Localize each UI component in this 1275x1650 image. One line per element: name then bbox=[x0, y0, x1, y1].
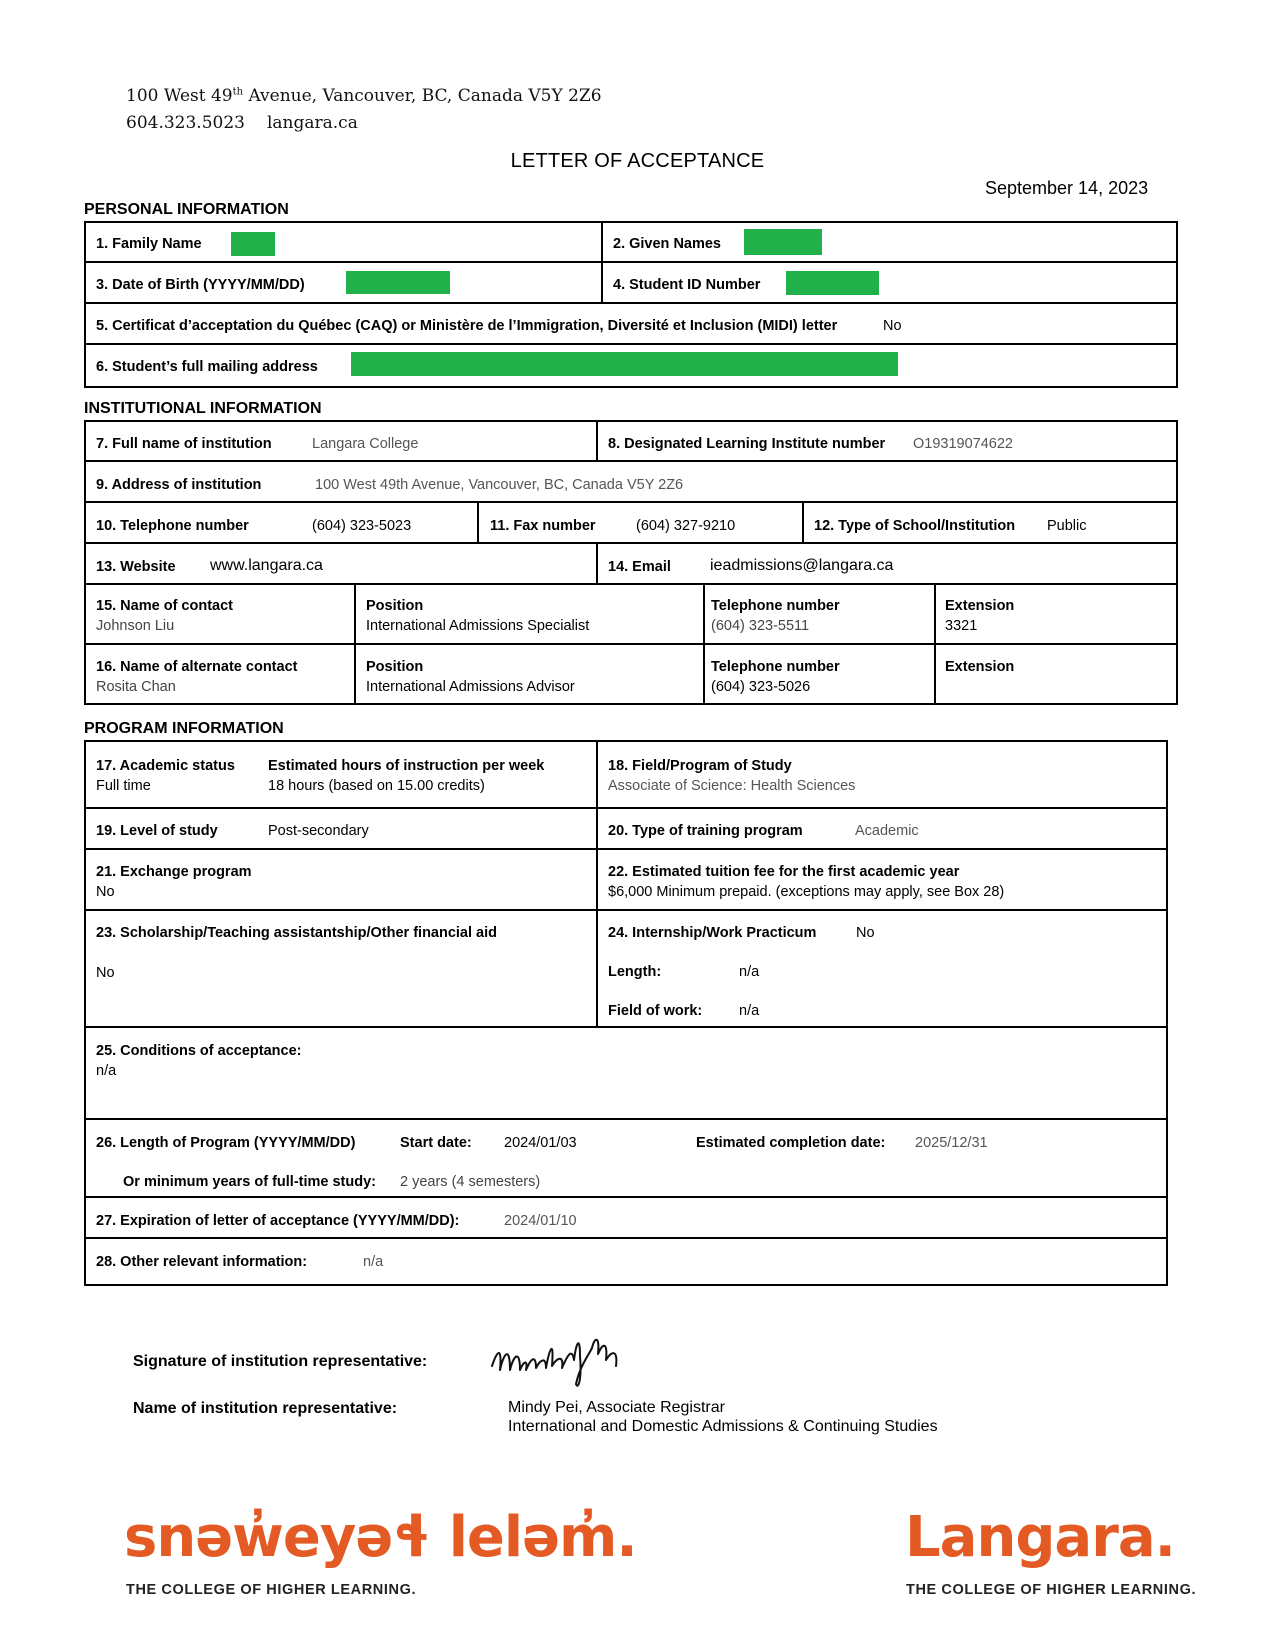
scholarship-value: No bbox=[96, 965, 115, 981]
divider bbox=[84, 583, 1178, 585]
website-label: 13. Website bbox=[96, 559, 176, 575]
letter-date: September 14, 2023 bbox=[985, 178, 1149, 198]
divider bbox=[596, 542, 598, 584]
contact-value: Johnson Liu bbox=[96, 618, 175, 634]
divider bbox=[934, 583, 936, 704]
level-of-study-value: Post-secondary bbox=[268, 823, 369, 839]
section-personal: PERSONAL INFORMATION bbox=[84, 201, 289, 218]
dli-value: O19319074622 bbox=[913, 436, 1013, 452]
section-institutional: INSTITUTIONAL INFORMATION bbox=[84, 400, 322, 417]
internship-value: No bbox=[856, 925, 875, 941]
caq-value: No bbox=[883, 318, 902, 334]
address-part: Avenue, Vancouver, BC, Canada V5Y 2Z6 bbox=[243, 86, 602, 106]
divider bbox=[84, 848, 1168, 850]
divider bbox=[84, 909, 1168, 911]
divider bbox=[84, 1118, 1168, 1120]
start-date-value: 2024/01/03 bbox=[504, 1135, 577, 1151]
min-years-value: 2 years (4 semesters) bbox=[400, 1174, 541, 1190]
signature-image bbox=[488, 1326, 638, 1392]
alt-contact-value: Rosita Chan bbox=[96, 679, 176, 695]
other-info-label: 28. Other relevant information: bbox=[96, 1254, 308, 1270]
conditions-value: n/a bbox=[96, 1063, 117, 1079]
email-label: 14. Email bbox=[608, 559, 671, 575]
letterhead-contact bbox=[126, 113, 358, 133]
contact-extension-value: 3321 bbox=[945, 618, 978, 634]
contact-position-value: International Admissions Specialist bbox=[366, 618, 590, 634]
divider bbox=[84, 302, 1178, 304]
redacted-student-id bbox=[786, 271, 879, 295]
address-part: 100 West 49 bbox=[126, 86, 233, 106]
logo-indigenous-name: snəw̓eyəɬ leləm̓. bbox=[124, 1505, 637, 1570]
divider bbox=[703, 583, 705, 704]
website-value[interactable]: www.langara.ca bbox=[210, 557, 323, 574]
internship-label: 24. Internship/Work Practicum bbox=[608, 925, 817, 941]
dli-label: 8. Designated Learning Institute number bbox=[608, 436, 886, 452]
representative-department: International and Domestic Admissions & Continuing Studies bbox=[508, 1418, 938, 1435]
alt-telephone-label: Telephone number bbox=[711, 659, 840, 675]
divider bbox=[802, 501, 804, 543]
academic-status-value: Full time bbox=[96, 778, 151, 794]
fax-label: 11. Fax number bbox=[490, 518, 596, 534]
divider bbox=[596, 740, 598, 1027]
divider bbox=[84, 1026, 1168, 1028]
completion-date-label: Estimated completion date: bbox=[696, 1135, 886, 1151]
section-program: PROGRAM INFORMATION bbox=[84, 720, 284, 737]
representative-name-label: Name of institution representative: bbox=[133, 1400, 398, 1417]
divider bbox=[84, 807, 1168, 809]
redacted-mailing-address bbox=[351, 352, 898, 376]
divider bbox=[84, 261, 1178, 263]
divider bbox=[601, 221, 603, 303]
field-of-study-value: Associate of Science: Health Sciences bbox=[608, 778, 856, 794]
training-type-value: Academic bbox=[855, 823, 919, 839]
internship-length-value: n/a bbox=[739, 964, 760, 980]
expiration-label: 27. Expiration of letter of acceptance (YYYY/MM/DD): bbox=[96, 1213, 460, 1229]
field-of-work-label: Field of work: bbox=[608, 1003, 703, 1019]
field-of-work-value: n/a bbox=[739, 1003, 760, 1019]
mailing-address-label: 6. Student’s full mailing address bbox=[96, 359, 318, 375]
telephone-value: (604) 323-5023 bbox=[312, 518, 412, 534]
letterhead-website: langara.ca bbox=[266, 113, 358, 133]
divider bbox=[84, 1237, 1168, 1239]
exchange-program-value: No bbox=[96, 884, 115, 900]
redacted-dob bbox=[346, 271, 450, 294]
signature-label: Signature of institution representative: bbox=[133, 1353, 428, 1370]
divider bbox=[354, 583, 356, 704]
redacted-given-names bbox=[744, 229, 822, 255]
scholarship-label: 23. Scholarship/Teaching assistantship/Other financial aid bbox=[96, 925, 498, 941]
caq-label: 5. Certificat d’acceptation du Québec (CAQ) or Ministère de l’Immigration, Diversité et Inclusion (MIDI) letter bbox=[96, 318, 838, 334]
contact-position-label: Position bbox=[366, 598, 424, 614]
school-type-label: 12. Type of School/Institution bbox=[814, 518, 1016, 534]
alt-position-value: International Admissions Advisor bbox=[366, 679, 575, 695]
hours-label: Estimated hours of instruction per week bbox=[268, 758, 545, 774]
divider bbox=[84, 501, 1178, 503]
representative-name: Mindy Pei, Associate Registrar bbox=[508, 1399, 725, 1416]
redacted-family-name bbox=[231, 232, 275, 256]
institution-name-label: 7. Full name of institution bbox=[96, 436, 272, 452]
contact-telephone-label: Telephone number bbox=[711, 598, 840, 614]
divider bbox=[84, 643, 1178, 645]
academic-status-label: 17. Academic status bbox=[96, 758, 235, 774]
tuition-label: 22. Estimated tuition fee for the first academic year bbox=[608, 864, 960, 880]
field-of-study-label: 18. Field/Program of Study bbox=[608, 758, 792, 774]
document-title: LETTER OF ACCEPTANCE bbox=[510, 150, 765, 172]
divider bbox=[84, 460, 1178, 462]
divider bbox=[477, 501, 479, 543]
email-value[interactable]: ieadmissions@langara.ca bbox=[710, 557, 894, 574]
address-superscript: th bbox=[232, 86, 244, 98]
school-type-value: Public bbox=[1047, 518, 1087, 534]
student-id-label: 4. Student ID Number bbox=[613, 277, 761, 293]
divider bbox=[84, 343, 1178, 345]
other-info-value: n/a bbox=[363, 1254, 384, 1270]
divider bbox=[84, 542, 1178, 544]
given-names-label: 2. Given Names bbox=[613, 236, 721, 252]
alt-extension-label: Extension bbox=[945, 659, 1015, 675]
tagline-right: THE COLLEGE OF HIGHER LEARNING. bbox=[906, 1582, 1197, 1598]
expiration-value: 2024/01/10 bbox=[504, 1213, 577, 1229]
contact-telephone-value: (604) 323-5511 bbox=[711, 618, 810, 634]
divider bbox=[84, 1196, 1168, 1198]
institution-address-value: 100 West 49th Avenue, Vancouver, BC, Canada V5Y 2Z6 bbox=[315, 477, 684, 493]
institution-name-value: Langara College bbox=[312, 436, 419, 452]
hours-value: 18 hours (based on 15.00 credits) bbox=[268, 778, 485, 794]
tuition-value: $6,000 Minimum prepaid. (exceptions may apply, see Box 28) bbox=[608, 884, 1005, 900]
internship-length-label: Length: bbox=[608, 964, 662, 980]
family-name-label: 1. Family Name bbox=[96, 236, 202, 252]
institution-address-label: 9. Address of institution bbox=[96, 477, 262, 493]
letterhead-address bbox=[126, 86, 602, 106]
logo-langara: Langara. bbox=[905, 1505, 1175, 1570]
divider bbox=[596, 420, 598, 461]
dob-label: 3. Date of Birth (YYYY/MM/DD) bbox=[96, 277, 305, 293]
program-length-label: 26. Length of Program (YYYY/MM/DD) bbox=[96, 1135, 356, 1151]
tagline-left: THE COLLEGE OF HIGHER LEARNING. bbox=[126, 1582, 417, 1598]
contact-extension-label: Extension bbox=[945, 598, 1015, 614]
alt-contact-label: 16. Name of alternate contact bbox=[96, 659, 298, 675]
alt-telephone-value: (604) 323-5026 bbox=[711, 679, 811, 695]
exchange-program-label: 21. Exchange program bbox=[96, 864, 252, 880]
alt-position-label: Position bbox=[366, 659, 424, 675]
conditions-label: 25. Conditions of acceptance: bbox=[96, 1043, 302, 1059]
min-years-label: Or minimum years of full-time study: bbox=[123, 1174, 376, 1190]
level-of-study-label: 19. Level of study bbox=[96, 823, 218, 839]
letterhead-phone: 604.323.5023 bbox=[126, 113, 245, 133]
training-type-label: 20. Type of training program bbox=[608, 823, 803, 839]
fax-value: (604) 327-9210 bbox=[636, 518, 736, 534]
telephone-label: 10. Telephone number bbox=[96, 518, 249, 534]
contact-label: 15. Name of contact bbox=[96, 598, 233, 614]
completion-date-value: 2025/12/31 bbox=[915, 1135, 988, 1151]
start-date-label: Start date: bbox=[400, 1135, 472, 1151]
